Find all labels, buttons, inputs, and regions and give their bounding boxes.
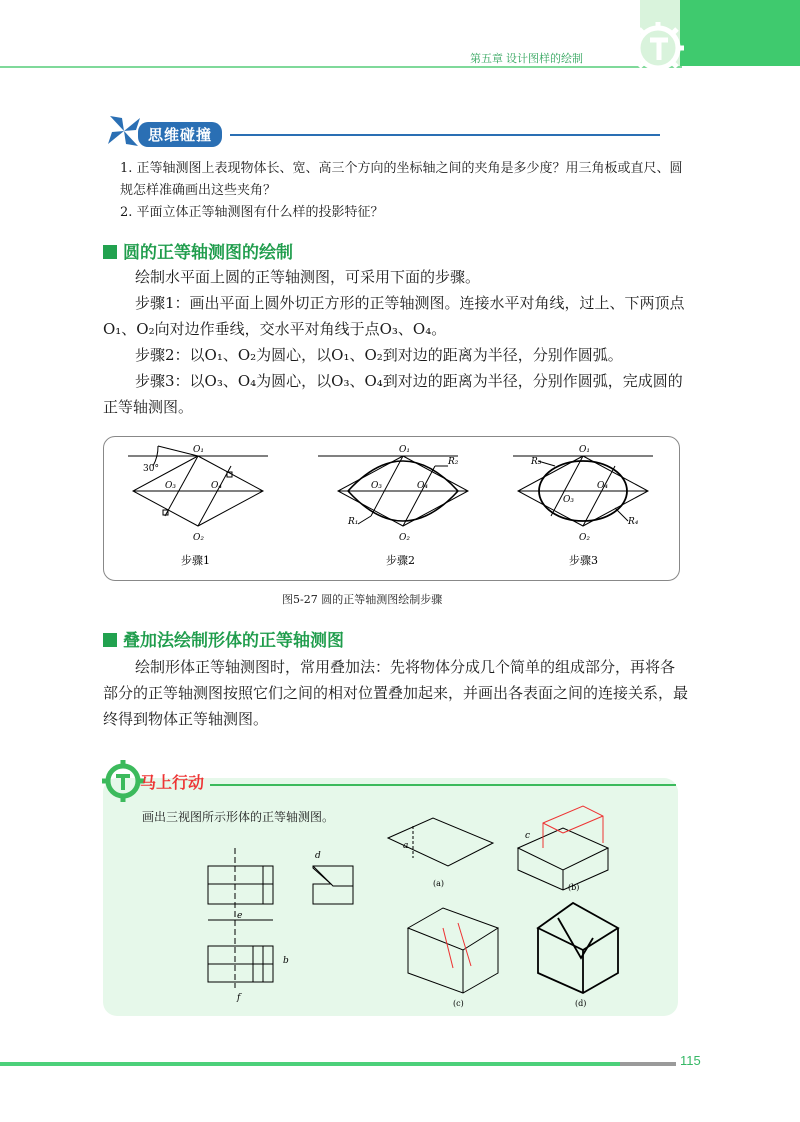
section-marker (103, 633, 117, 647)
question-2: 2. 平面立体正等轴测图有什么样的投影特征？ (120, 205, 384, 220)
para-step2: 步骤2：以O₁、O₂为圆心，以O₁、O₂到对边的距离为半径，分别作圆弧。 (135, 346, 623, 364)
para-intro: 绘制水平面上圆的正等轴测图，可采用下面的步骤。 (135, 268, 481, 286)
action-diagrams (103, 778, 678, 1016)
pt-r2: R₂ (448, 457, 459, 467)
question-1: 1. 正等轴测图上表现物体长、宽、高三个方向的坐标轴之间的夹角是多少度？用三角板或直尺、圆规怎样准确画出这些夹角？ (120, 161, 683, 198)
para-overlay-method: 绘制形体正等轴测图时，常用叠加法：先将物体分成几个简单的组成部分，再将各部分的正等轴测图按照它们之间的相对位置叠加起来，并画出各表面之间的连接关系，最终得到物体正等轴测图。 (103, 658, 689, 728)
dim-a: a (403, 841, 409, 851)
pt-o1-c: O₁ (579, 445, 590, 455)
section-title-2 (103, 626, 344, 651)
pt-o3-c: O₃ (563, 495, 574, 505)
pt-o2: O₂ (193, 533, 204, 543)
pt-o4-b: O₄ (417, 481, 428, 491)
pt-o1: O₁ (193, 445, 204, 455)
dim-c: c (525, 831, 531, 841)
section-marker (103, 245, 117, 259)
pt-r4: R₄ (628, 517, 639, 527)
step-label-2: 步骤2 (386, 554, 415, 567)
pt-o3-b: O₃ (371, 481, 382, 491)
angle-label: 30° (143, 464, 159, 474)
footer-rule (0, 1062, 620, 1066)
sub-b: (b) (568, 883, 580, 892)
sub-c: (c) (453, 999, 464, 1008)
para-step1: 步骤1：画出平面上圆外切正方形的正等轴测图。连接水平对角线，过上、下两顶点O₁、O₂向对边作垂线，交水平对角线于点O₃、O₄。 (103, 294, 685, 338)
figure-caption: 图5-27 圆的正等轴测图绘制步骤 (282, 593, 443, 606)
section-title-1 (103, 238, 293, 263)
dim-b: b (283, 956, 289, 966)
step-label-1: 步骤1 (181, 554, 210, 567)
action-title: 马上行动 (140, 775, 205, 792)
pt-o2-c: O₂ (579, 533, 590, 543)
header-rule (0, 66, 682, 68)
action-instruction: 画出三视图所示形体的正等轴测图。 (142, 810, 335, 824)
step-label-3: 步骤3 (569, 554, 598, 567)
chapter-title: 第五章 设计图样的绘制 (470, 53, 584, 65)
dim-f: f (237, 993, 241, 1003)
think-underline (230, 134, 660, 136)
pt-r3: R₃ (531, 457, 542, 467)
footer-bar (620, 1062, 676, 1066)
think-label: 思维碰撞 (138, 122, 222, 147)
para-step3: 步骤3：以O₃、O₄为圆心，以O₃、O₄到对边的距离为半径，分别作圆弧，完成圆的正等轴测图。 (103, 372, 683, 416)
pt-o2-b: O₂ (399, 533, 410, 543)
dim-e: e (237, 911, 243, 921)
pt-o1-b: O₁ (399, 445, 410, 455)
figure-diagram (103, 436, 678, 579)
sub-d: (d) (575, 999, 587, 1008)
gear-logo-icon (628, 18, 688, 78)
section-title-text: 圆的正等轴测图的绘制 (123, 243, 293, 262)
dim-d: d (315, 851, 321, 861)
sub-a: (a) (433, 879, 445, 888)
pt-r1: R₁ (348, 517, 359, 527)
pt-o4-c: O₄ (597, 481, 608, 491)
section-title-text: 叠加法绘制形体的正等轴测图 (123, 631, 344, 650)
header-block-green (680, 0, 800, 66)
pt-o3: O₃ (165, 481, 176, 491)
page-number: 115 (680, 1053, 701, 1068)
pt-o4: O₄ (211, 481, 222, 491)
